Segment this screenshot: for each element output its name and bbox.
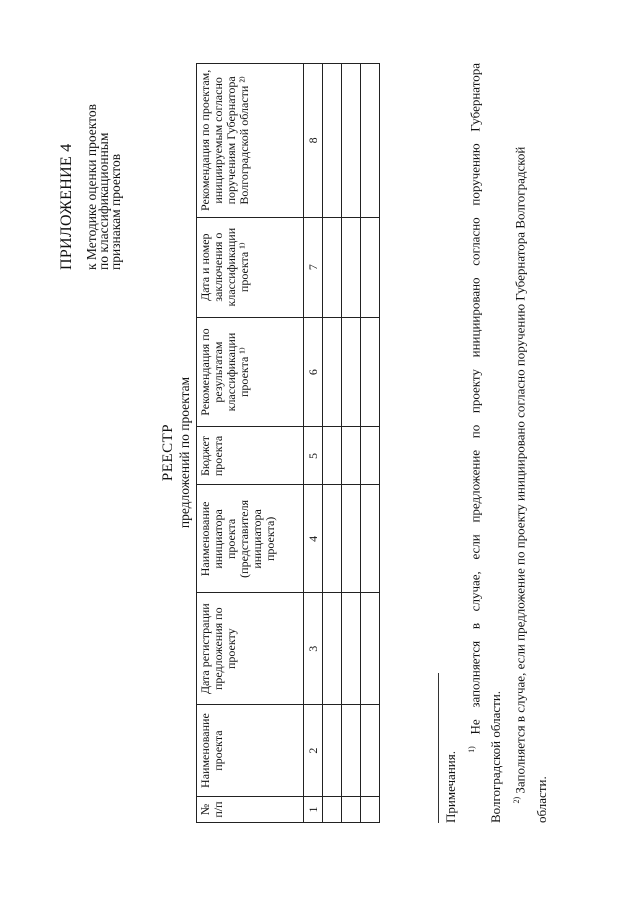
footnote-text: Заполняется в случае, если предложение по проекту инициировано согласно поручению Губернатора Волгоградской xyxy=(512,146,528,794)
table-cell: 7 xyxy=(304,217,323,317)
title-line-1: РЕЕСТР xyxy=(160,423,176,482)
table-cell: 6 xyxy=(304,317,323,427)
footnote-2-cont: области. xyxy=(533,776,549,823)
table-cell xyxy=(323,797,342,823)
footnote-text: Не заполняется в случае, если предложение по проекту инициировано согласно поручению Губернатора xyxy=(467,62,483,735)
table-cell xyxy=(323,217,342,317)
table-cell xyxy=(342,593,361,705)
table-cell xyxy=(361,797,380,823)
col-header-classification-recommendation: Рекомендация по результатам классификации проекта ¹⁾ xyxy=(197,317,304,427)
register-table xyxy=(196,63,380,823)
footnote-mark: 1) xyxy=(467,746,476,753)
method-line: к Методике оценки проектов xyxy=(84,104,99,270)
table-cell: 2 xyxy=(304,705,323,797)
table-cell xyxy=(361,485,380,593)
table-cell xyxy=(323,427,342,485)
table-cell: 5 xyxy=(304,427,323,485)
col-header-governor-recommendation: Рекомендация по проектам, инициируемым согласно поручениям Губернатора Волгоградской области ²⁾ xyxy=(197,64,304,218)
table-cell xyxy=(323,317,342,427)
table-row xyxy=(361,64,380,823)
footnote-1-cont: Волгоградской области. xyxy=(488,690,504,823)
table-cell xyxy=(342,317,361,427)
col-header-project-name: Наименование проекта xyxy=(197,705,304,797)
footnote-mark: 2) xyxy=(512,796,522,804)
table-cell xyxy=(342,64,361,218)
footnote-1 xyxy=(461,63,485,823)
method-line: по классификационным xyxy=(96,132,111,270)
footnotes xyxy=(432,63,552,823)
col-header-number: № п/п xyxy=(197,797,304,823)
footnote-2 xyxy=(506,63,530,823)
title-line-2: предложений по проектам xyxy=(177,376,192,529)
appendix-label: ПРИЛОЖЕНИЕ 4 xyxy=(58,143,75,270)
table-cell xyxy=(342,705,361,797)
method-reference xyxy=(86,10,122,270)
table-cell xyxy=(361,427,380,485)
table-cell xyxy=(361,705,380,797)
table-cell xyxy=(361,593,380,705)
col-header-registration-date: Дата регистрации предложения по проекту xyxy=(197,593,304,705)
table-cell: 4 xyxy=(304,485,323,593)
table-cell: 3 xyxy=(304,593,323,705)
col-header-budget: Бюджет проекта xyxy=(197,427,304,485)
table-row xyxy=(342,64,361,823)
method-line: признакам проектов xyxy=(108,153,123,270)
table-cell xyxy=(342,217,361,317)
table-cell xyxy=(342,427,361,485)
table-cell xyxy=(323,64,342,218)
table-cell: 1 xyxy=(304,797,323,823)
table-cell xyxy=(323,593,342,705)
header-row xyxy=(197,64,304,823)
table-cell xyxy=(361,317,380,427)
table-cell xyxy=(361,217,380,317)
table-cell xyxy=(361,64,380,218)
table-row xyxy=(323,64,342,823)
table-cell xyxy=(342,485,361,593)
table-cell xyxy=(323,485,342,593)
table-cell: 8 xyxy=(304,64,323,218)
table-cell xyxy=(342,797,361,823)
table-cell xyxy=(323,705,342,797)
notes-heading: Примечания. xyxy=(443,751,458,823)
col-header-conclusion-date: Дата и номер заключения о классификации проекта ¹⁾ xyxy=(197,217,304,317)
col-header-initiator: Наименование инициатора проекта (представителя инициатора проекта) xyxy=(197,485,304,593)
index-row xyxy=(304,64,323,823)
register-title xyxy=(160,0,193,905)
